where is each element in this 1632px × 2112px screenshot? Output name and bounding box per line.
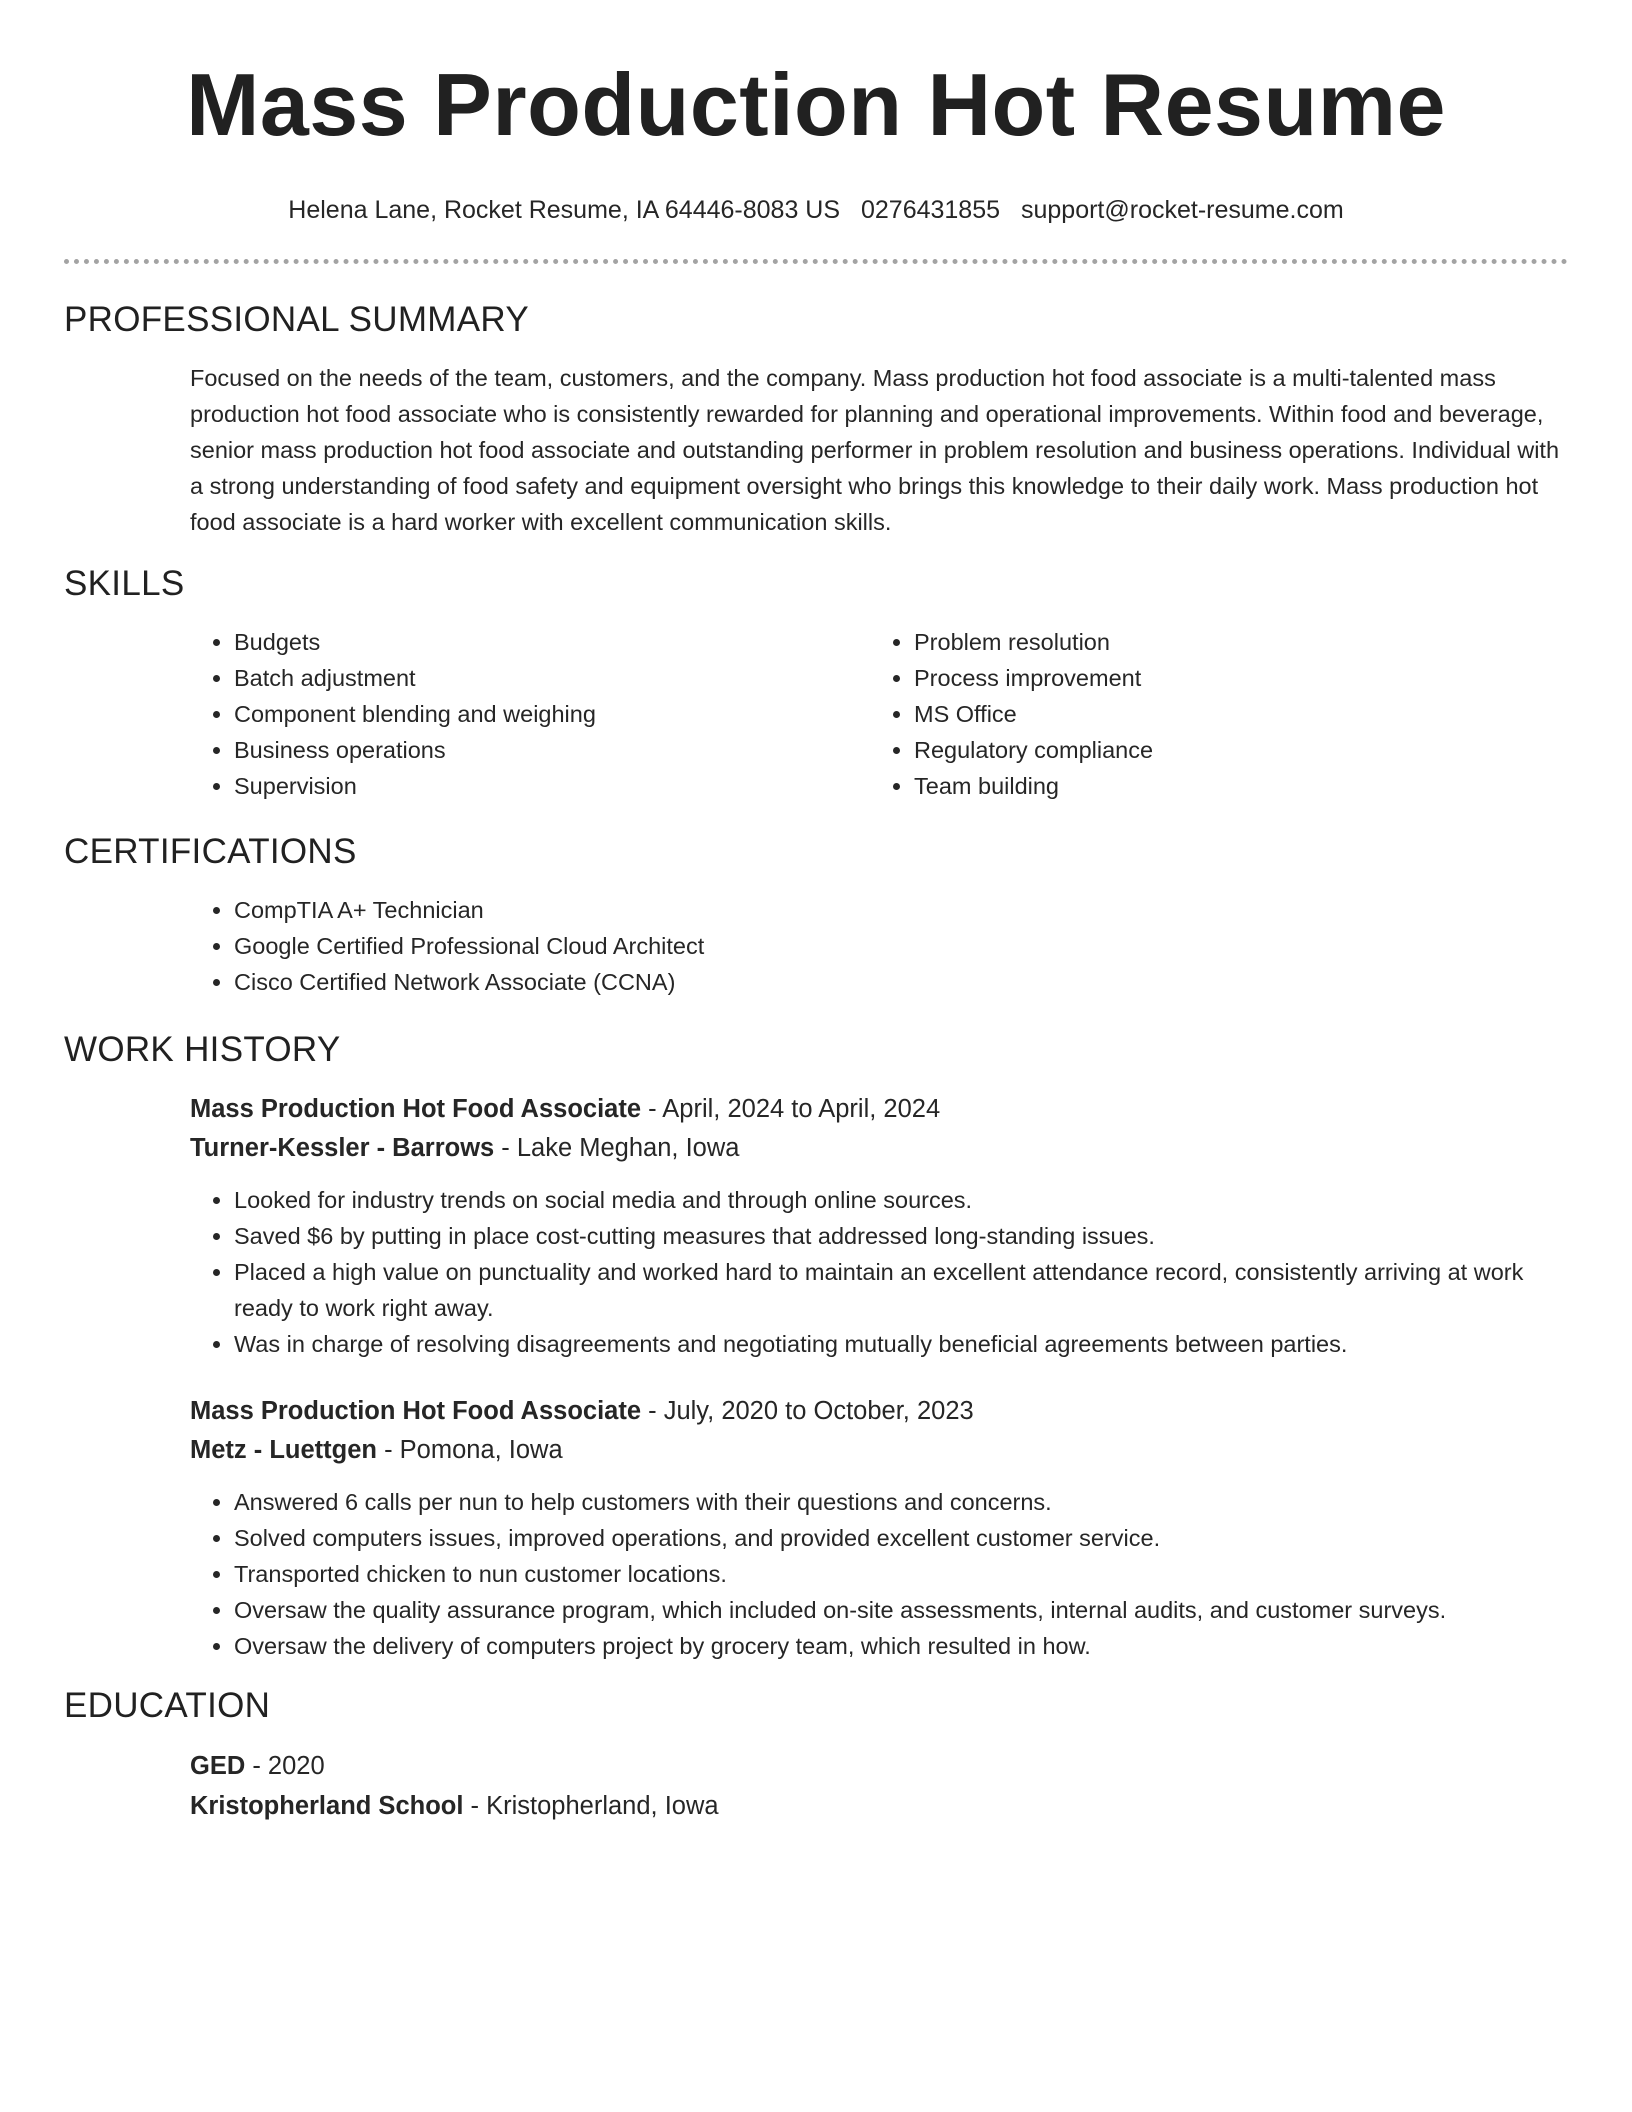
skill-item: • Business operations (234, 732, 870, 768)
job-bullet: • Placed a high value on punctuality and worked hard to maintain an excellent attendance record, consistently arriving at work ready to work right away. (234, 1254, 1568, 1326)
skill-item: • Budgets (234, 624, 870, 660)
work-history-heading: WORK HISTORY (64, 1030, 341, 1069)
skill-item: • MS Office (914, 696, 1550, 732)
skill-item: • Supervision (234, 768, 870, 804)
job-company-line (190, 1431, 1568, 1470)
job-location: - Lake Meghan, Iowa (494, 1134, 740, 1162)
certification-item: • Cisco Certified Network Associate (CCNA) (234, 964, 1568, 1000)
contact-email[interactable]: support@rocket-resume.com (1020, 196, 1344, 224)
job-company: Turner-Kessler - Barrows (190, 1134, 495, 1162)
skill-item: • Problem resolution (914, 624, 1550, 660)
education-degree: GED (190, 1752, 246, 1780)
job-bullet: • Saved $6 by putting in place cost-cutting measures that addressed long-standing issues. (234, 1218, 1568, 1254)
job-title-line (190, 1090, 1568, 1129)
education-degree-line (190, 1746, 1568, 1786)
header-divider (64, 259, 1568, 264)
job-dates: - April, 2024 to April, 2024 (641, 1095, 941, 1123)
job-bullet: • Answered 6 calls per nun to help customers with their questions and concerns. (234, 1484, 1568, 1520)
job-entry (190, 1392, 1568, 1664)
job-dates: - July, 2020 to October, 2023 (641, 1397, 974, 1425)
skill-item: • Batch adjustment (234, 660, 870, 696)
education-school-line (190, 1786, 1568, 1826)
skill-item: • Component blending and weighing (234, 696, 870, 732)
education-year: - 2020 (245, 1752, 325, 1780)
certifications-section (64, 832, 1568, 1000)
skill-item: • Regulatory compliance (914, 732, 1550, 768)
job-company: Metz - Luettgen (190, 1436, 377, 1464)
skills-right-column (870, 624, 1550, 804)
certifications-heading: CERTIFICATIONS (64, 832, 357, 871)
job-location: - Pomona, Iowa (376, 1436, 563, 1464)
certification-item: • CompTIA A+ Technician (234, 892, 1568, 928)
education-section (64, 1686, 1568, 1826)
contact-phone: 0276431855 (860, 196, 1001, 224)
summary-section (64, 300, 1568, 540)
education-school: Kristopherland School (190, 1792, 464, 1820)
skills-section (64, 564, 1568, 804)
job-bullet: • Solved computers issues, improved operations, and provided excellent customer service. (234, 1520, 1568, 1556)
education-heading: EDUCATION (64, 1686, 271, 1725)
job-entry (190, 1090, 1568, 1362)
job-company-line (190, 1129, 1568, 1168)
job-title: Mass Production Hot Food Associate (190, 1095, 642, 1123)
job-bullet: • Was in charge of resolving disagreements and negotiating mutually beneficial agreements between parties. (234, 1326, 1568, 1362)
job-title: Mass Production Hot Food Associate (190, 1397, 642, 1425)
certification-item: • Google Certified Professional Cloud Architect (234, 928, 1568, 964)
education-location: - Kristopherland, Iowa (463, 1792, 719, 1820)
contact-address: Helena Lane, Rocket Resume, IA 64446-8083 US (288, 196, 841, 224)
summary-text: Focused on the needs of the team, customers, and the company. Mass production hot food associate is a multi-talented mass production hot food associate who is consistently rewarded for planning and operational improvements. Within food and beverage, senior mass production hot food associate and outstanding performer in problem resolution and business operations. Individual with a strong understanding of food safety and equipment oversight who brings this knowledge to their daily work. Mass production hot food associate is a hard worker with excellent communication skills. (190, 365, 1560, 535)
job-bullet: • Oversaw the quality assurance program, which included on-site assessments, internal audits, and customer surveys. (234, 1592, 1568, 1628)
summary-heading: PROFESSIONAL SUMMARY (64, 300, 529, 339)
job-bullet: • Looked for industry trends on social media and through online sources. (234, 1182, 1568, 1218)
job-bullet: • Transported chicken to nun customer locations. (234, 1556, 1568, 1592)
job-title-line (190, 1392, 1568, 1431)
skill-item: • Process improvement (914, 660, 1550, 696)
job-bullet: • Oversaw the delivery of computers project by grocery team, which resulted in how. (234, 1628, 1568, 1664)
contact-line (64, 195, 1568, 225)
skill-item: • Team building (914, 768, 1550, 804)
skills-heading: SKILLS (64, 564, 185, 603)
work-history-section (64, 1030, 1568, 1664)
skills-left-column (190, 624, 870, 804)
resume-title: Mass Production Hot Resume (186, 55, 1446, 154)
